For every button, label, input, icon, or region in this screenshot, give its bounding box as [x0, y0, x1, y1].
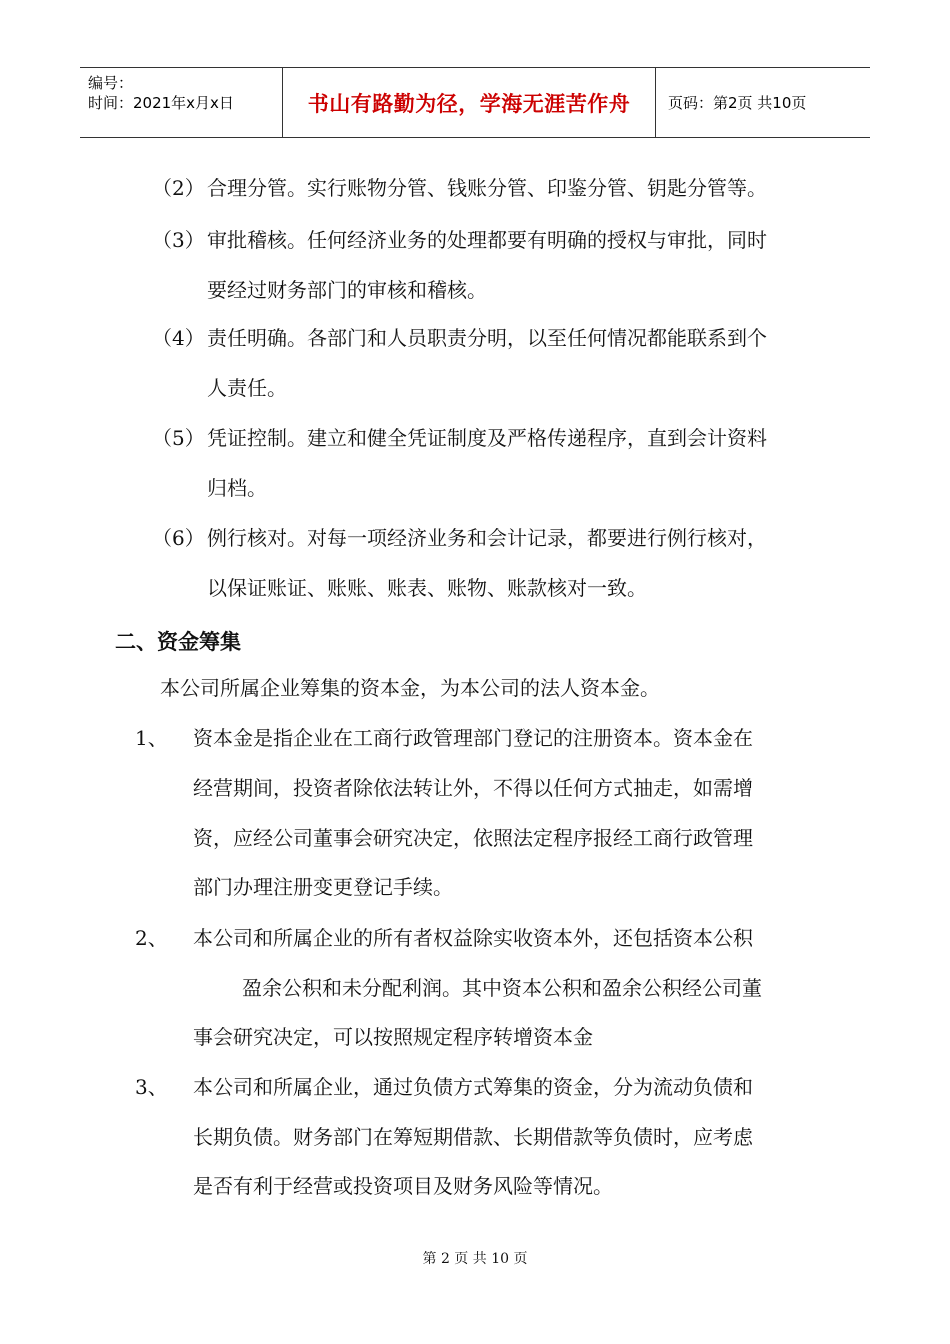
doc-time-label: 时间：2021年x月x日 [88, 94, 234, 112]
header-motto-cell [283, 68, 656, 137]
section-intro: 本公司所属企业筹集的资本金，为本公司的法人资本金。 [160, 676, 660, 700]
list-item-number: 1、 [135, 726, 168, 750]
list-item-text: 本公司和所属企业的所有者权益除实收资本外，还包括资本公积 [193, 926, 753, 950]
list-item-text: 归档。 [207, 476, 267, 500]
list-item-number: （4） [152, 326, 205, 350]
header-page-info: 页码：第2页 共10页 [668, 94, 807, 112]
list-item-text: 本公司和所属企业，通过负债方式筹集的资金，分为流动负债和 [193, 1075, 753, 1099]
list-item-text: 部门办理注册变更登记手续。 [193, 875, 453, 899]
document-header [80, 67, 870, 138]
list-item-text: 人责任。 [207, 376, 287, 400]
header-meta-cell [80, 68, 283, 137]
list-item-text: 经营期间，投资者除依法转让外，不得以任何方式抽走，如需增 [193, 776, 753, 800]
list-item-text: 审批稽核。任何经济业务的处理都要有明确的授权与审批，同时 [207, 228, 767, 252]
list-item-number: （3） [152, 228, 205, 252]
list-item-text: 盈余公积和未分配利润。其中资本公积和盈余公积经公司董 [242, 976, 762, 1000]
list-item-text: 例行核对。对每一项经济业务和会计记录，都要进行例行核对， [207, 526, 767, 550]
list-item-number: （6） [152, 526, 205, 550]
list-item-text: 长期负债。财务部门在筹短期借款、长期借款等负债时，应考虑 [193, 1125, 753, 1149]
list-item-text: 事会研究决定，可以按照规定程序转增资本金 [193, 1025, 593, 1049]
list-item-number: （5） [152, 426, 205, 450]
list-item-text: 资，应经公司董事会研究决定，依照法定程序报经工商行政管理 [193, 826, 753, 850]
list-item-text: 合理分管。实行账物分管、钱账分管、印鉴分管、钥匙分管等。 [207, 176, 767, 200]
header-page-cell [656, 68, 870, 137]
list-item-number: 3、 [135, 1075, 168, 1099]
list-item-text: 凭证控制。建立和健全凭证制度及严格传递程序，直到会计资料 [207, 426, 767, 450]
section-heading: 二、资金筹集 [115, 630, 241, 654]
list-item-text: 责任明确。各部门和人员职责分明，以至任何情况都能联系到个 [207, 326, 767, 350]
doc-number-label: 编号： [88, 74, 134, 92]
list-item-text: 资本金是指企业在工商行政管理部门登记的注册资本。资本金在 [193, 726, 753, 750]
page-footer: 第 2 页 共 10 页 [422, 1251, 528, 1267]
list-item-text: 是否有利于经营或投资项目及财务风险等情况。 [193, 1174, 613, 1198]
list-item-text: 要经过财务部门的审核和稽核。 [207, 278, 487, 302]
list-item-number: 2、 [135, 926, 168, 950]
list-item-text: 以保证账证、账账、账表、账物、账款核对一致。 [207, 576, 647, 600]
header-motto: 书山有路勤为径，学海无涯苦作舟 [307, 91, 631, 116]
list-item-number: （2） [152, 176, 205, 200]
